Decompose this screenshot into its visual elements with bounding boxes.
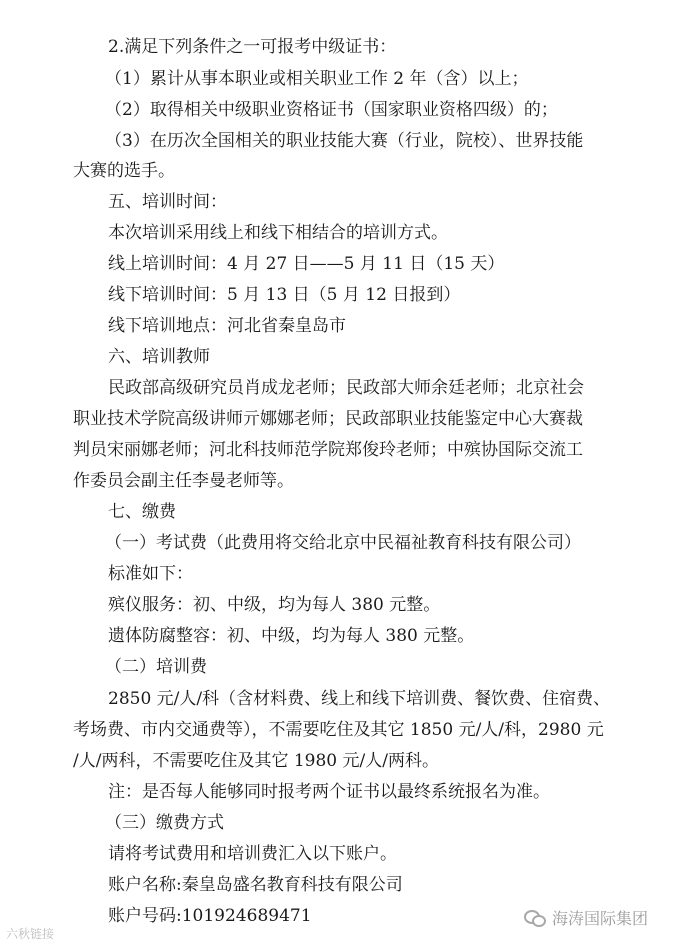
watermark-left: 六秋链接	[6, 927, 55, 941]
text-line: 本次培训采用线上和线下相结合的培训方式。	[108, 223, 448, 243]
text-line: 大赛的选手。	[73, 161, 175, 181]
text-line: 作委员会副主任李曼老师等。	[73, 471, 294, 491]
text-line: 职业技术学院高级讲师亓娜娜老师；民政部职业技能鉴定中心大赛裁	[73, 409, 583, 429]
text-line: 2850 元/人/科（含材料费、线上和线下培训费、餐饮费、住宿费、	[108, 689, 611, 709]
text-line: （1）累计从事本职业或相关职业工作 2 年（含）以上；	[105, 69, 529, 89]
text-line: 殡仪服务：初、中级，均为每人 380 元整。	[108, 595, 441, 615]
wechat-icon	[524, 910, 546, 926]
text-line: 请将考试费用和培训费汇入以下账户。	[108, 844, 397, 864]
text-line: （一）考试费（此费用将交给北京中民福祉教育科技有限公司）	[105, 533, 581, 553]
text-line: （二）培训费	[105, 657, 207, 677]
text-line: 遗体防腐整容：初、中级，均为每人 380 元整。	[108, 626, 475, 646]
watermark-right-text: 海涛国际集团	[552, 909, 649, 928]
text-line: 2.满足下列条件之一可报考中级证书：	[108, 37, 397, 57]
text-line: （三）缴费方式	[105, 813, 224, 833]
text-line: 考场费、市内交通费等），不需要吃住及其它 1850 元/人/科，2980 元	[73, 720, 604, 740]
section-heading: 七、缴费	[108, 502, 176, 522]
text-line: 账户号码:101924689471	[108, 906, 312, 926]
text-line: 线上培训时间：4 月 27 日——5 月 11 日（15 天）	[108, 254, 505, 274]
text-line: /人/两科，不需要吃住及其它 1980 元/人/两科。	[73, 751, 439, 771]
text-line: （3）在历次全国相关的职业技能大赛（行业，院校）、世界技能	[105, 131, 584, 151]
text-line: 线下培训地点：河北省秦皇岛市	[108, 316, 346, 336]
section-heading: 六、培训教师	[108, 347, 210, 367]
watermark-right	[524, 906, 648, 929]
text-line: 标准如下：	[108, 564, 193, 584]
section-heading: 五、培训时间：	[108, 192, 227, 212]
text-line: 线下培训时间：5 月 13 日（5 月 12 日报到）	[108, 285, 461, 305]
text-line: 注：是否每人能够同时报考两个证书以最终系统报名为准。	[108, 782, 550, 802]
text-line: 账户名称:秦皇岛盛名教育科技有限公司	[108, 875, 403, 895]
text-line: （2）取得相关中级职业资格证书（国家职业资格四级）的；	[105, 100, 558, 120]
text-line: 民政部高级研究员肖成龙老师；民政部大师余廷老师；北京社会	[108, 378, 584, 398]
text-line: 判员宋丽娜老师；河北科技师范学院郑俊玲老师；中殡协国际交流工	[73, 440, 583, 460]
